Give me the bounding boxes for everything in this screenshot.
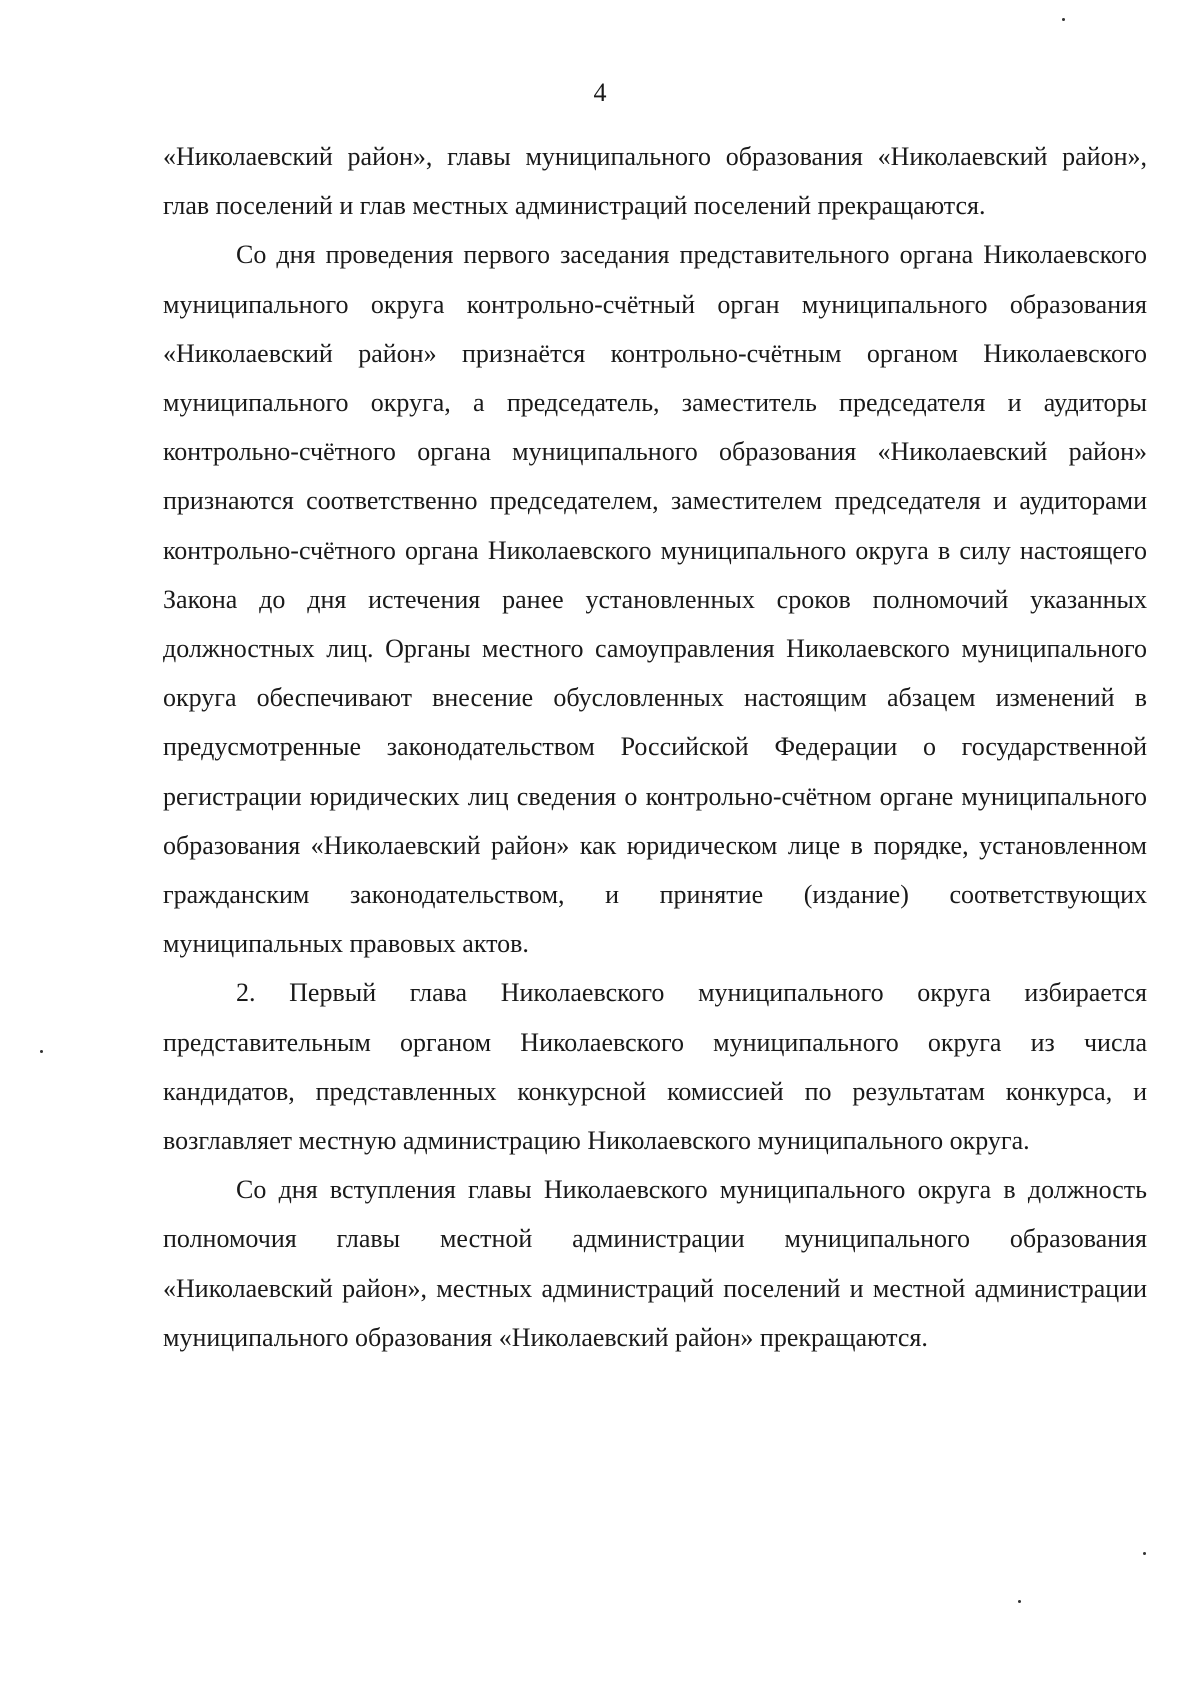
paragraph-first-head: 2. Первый глава Николаевского муниципального округа избирается представительным органом Николаевского муниципального округа из числа кандидатов, представленных конкурсной комиссией по результатам конкурса, и возглавляет местную администрацию Николаевского муниципального округа. — [163, 978, 1147, 1156]
scan-speck — [1062, 18, 1065, 21]
scan-speck — [1143, 1552, 1146, 1555]
scan-speck — [40, 1050, 43, 1053]
page-number: 4 — [593, 78, 607, 107]
paragraph-head-entry: Со дня вступления главы Николаевского муниципального округа в должность полномочия главы местной администрации муниципального образования «Николаевский район», местных администраций поселений и местной администрации муниципального образования «Николаевский район» прекращаются. — [163, 1175, 1147, 1352]
scan-speck — [1018, 1600, 1021, 1603]
paragraph-control-body: Со дня проведения первого заседания представительного органа Николаевского муниципального округа контрольно-счётный орган муниципального образования «Николаевский район» признаётся контрольно-счётным органом Николаевского муниципального округа, а председатель, заместитель председателя и аудиторы контрольно-счётного органа муниципального образования «Николаевский район» признаются соответственно председателем, заместителем председателя и аудиторами контрольно-счётного органа Николаевского муниципального округа в силу настоящего Закона до дня истечения ранее установленных сроков полномочий указанных должностных лиц. Органы местного самоуправления Николаевского муниципального округа обеспечивают внесение обусловленных настоящим абзацем изменений в предусмотренные законодательством Российской Федерации о государственной регистрации юридических лиц сведения о контрольно-счётном органе муниципального образования «Николаевский район» как юридическом лице в порядке, установленном гражданским законодательством, и принятие (издание) соответствующих муниципальных правовых актов. — [163, 240, 1147, 959]
document-body — [163, 132, 1147, 1362]
paragraph-continuation: «Николаевский район», главы муниципального образования «Николаевский район», глав поселений и глав местных администраций поселений прекращаются. — [163, 142, 1147, 221]
